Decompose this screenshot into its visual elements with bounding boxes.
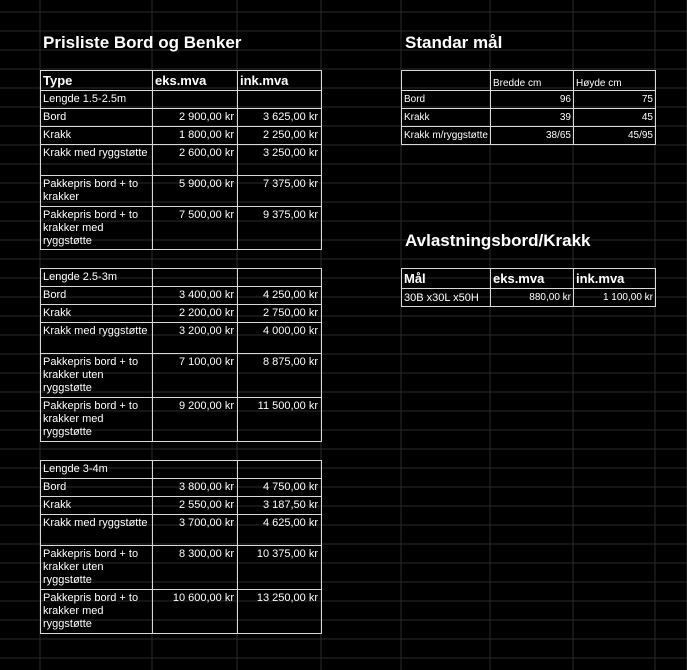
- row-ink: 8 875,00 kr: [238, 354, 322, 398]
- row-eks: 2 200,00 kr: [153, 305, 238, 323]
- row-ink: 9 375,00 kr: [238, 207, 322, 250]
- row-name: Bord: [402, 91, 491, 109]
- col-header-eks: eks.mva: [153, 71, 238, 91]
- row-ink: 2 750,00 kr: [238, 305, 322, 323]
- col-header-mal: Mål: [402, 269, 491, 289]
- row-eks: 1 800,00 kr: [153, 127, 238, 145]
- col-header-hoyde: Høyde cm: [574, 71, 656, 91]
- row-name: Krakk: [41, 497, 153, 515]
- row-eks: 2 600,00 kr: [153, 145, 238, 176]
- row-eks: 9 200,00 kr: [153, 398, 238, 442]
- row-name: Pakkepris bord + to krakker med ryggstøtte: [41, 590, 153, 634]
- row-ink: 4 750,00 kr: [238, 479, 322, 497]
- avlastning-title: Avlastningsbord/Krakk: [405, 231, 591, 250]
- row-eks: 3 700,00 kr: [153, 515, 238, 546]
- row-bredde: 39: [491, 109, 574, 127]
- row-name: Krakk m/ryggstøtte: [402, 127, 491, 145]
- row-name: Bord: [41, 479, 153, 497]
- row-eks: 3 200,00 kr: [153, 323, 238, 354]
- row-ink: 3 250,00 kr: [238, 145, 322, 176]
- col-header-ink: ink.mva: [238, 71, 322, 91]
- row-eks: 10 600,00 kr: [153, 590, 238, 634]
- row-hoyde: 45/95: [574, 127, 656, 145]
- row-eks: 2 900,00 kr: [153, 109, 238, 127]
- row-eks: 7 500,00 kr: [153, 207, 238, 250]
- section-label: Lengde 3-4m: [41, 461, 153, 479]
- row-ink: 10 375,00 kr: [238, 546, 322, 590]
- section-label: Lengde 1.5-2.5m: [41, 91, 153, 109]
- row-name: Pakkepris bord + to krakker uten ryggstøtte: [41, 546, 153, 590]
- row-name: Krakk: [41, 127, 153, 145]
- row-name: Krakk med ryggstøtte: [41, 145, 153, 176]
- row-ink: 4 000,00 kr: [238, 323, 322, 354]
- pricelist-table-2: [40, 268, 322, 442]
- pricelist-table-1: [40, 70, 322, 250]
- row-name: Pakkepris bord + to krakker med ryggstøtte: [41, 398, 153, 442]
- col-header-type: Type: [41, 71, 153, 91]
- row-name: Krakk: [41, 305, 153, 323]
- row-name: Krakk med ryggstøtte: [41, 515, 153, 546]
- row-name: 30B x30L x50H: [402, 289, 491, 307]
- pricelist-title: Prisliste Bord og Benker: [43, 33, 242, 52]
- row-eks: 3 400,00 kr: [153, 287, 238, 305]
- row-eks: 2 550,00 kr: [153, 497, 238, 515]
- row-name: Pakkepris bord + to krakker: [41, 176, 153, 207]
- row-ink: 11 500,00 kr: [238, 398, 322, 442]
- row-eks: 5 900,00 kr: [153, 176, 238, 207]
- pricelist-table-3: [40, 460, 322, 634]
- row-hoyde: 45: [574, 109, 656, 127]
- standard-title: Standar mål: [405, 33, 503, 52]
- standard-table: [401, 70, 656, 145]
- row-hoyde: 75: [574, 91, 656, 109]
- row-name: Pakkepris bord + to krakker med ryggstøtte: [41, 207, 153, 250]
- row-ink: 3 625,00 kr: [238, 109, 322, 127]
- row-eks: 8 300,00 kr: [153, 546, 238, 590]
- row-eks: 880,00 kr: [491, 289, 574, 307]
- row-ink: 4 625,00 kr: [238, 515, 322, 546]
- row-eks: 3 800,00 kr: [153, 479, 238, 497]
- row-ink: 3 187,50 kr: [238, 497, 322, 515]
- row-ink: 7 375,00 kr: [238, 176, 322, 207]
- row-bredde: 38/65: [491, 127, 574, 145]
- row-bredde: 96: [491, 91, 574, 109]
- row-name: Krakk med ryggstøtte: [41, 323, 153, 354]
- col-header-bredde: Bredde cm: [491, 71, 574, 91]
- col-header-ink: ink.mva: [574, 269, 656, 289]
- col-header-eks: eks.mva: [491, 269, 574, 289]
- section-label: Lengde 2.5-3m: [41, 269, 153, 287]
- row-ink: 13 250,00 kr: [238, 590, 322, 634]
- row-name: Bord: [41, 287, 153, 305]
- row-name: Pakkepris bord + to krakker uten ryggstøtte: [41, 354, 153, 398]
- row-ink: 1 100,00 kr: [574, 289, 656, 307]
- row-name: Krakk: [402, 109, 491, 127]
- row-eks: 7 100,00 kr: [153, 354, 238, 398]
- avlastning-table: [401, 268, 656, 307]
- row-name: Bord: [41, 109, 153, 127]
- row-ink: 2 250,00 kr: [238, 127, 322, 145]
- row-ink: 4 250,00 kr: [238, 287, 322, 305]
